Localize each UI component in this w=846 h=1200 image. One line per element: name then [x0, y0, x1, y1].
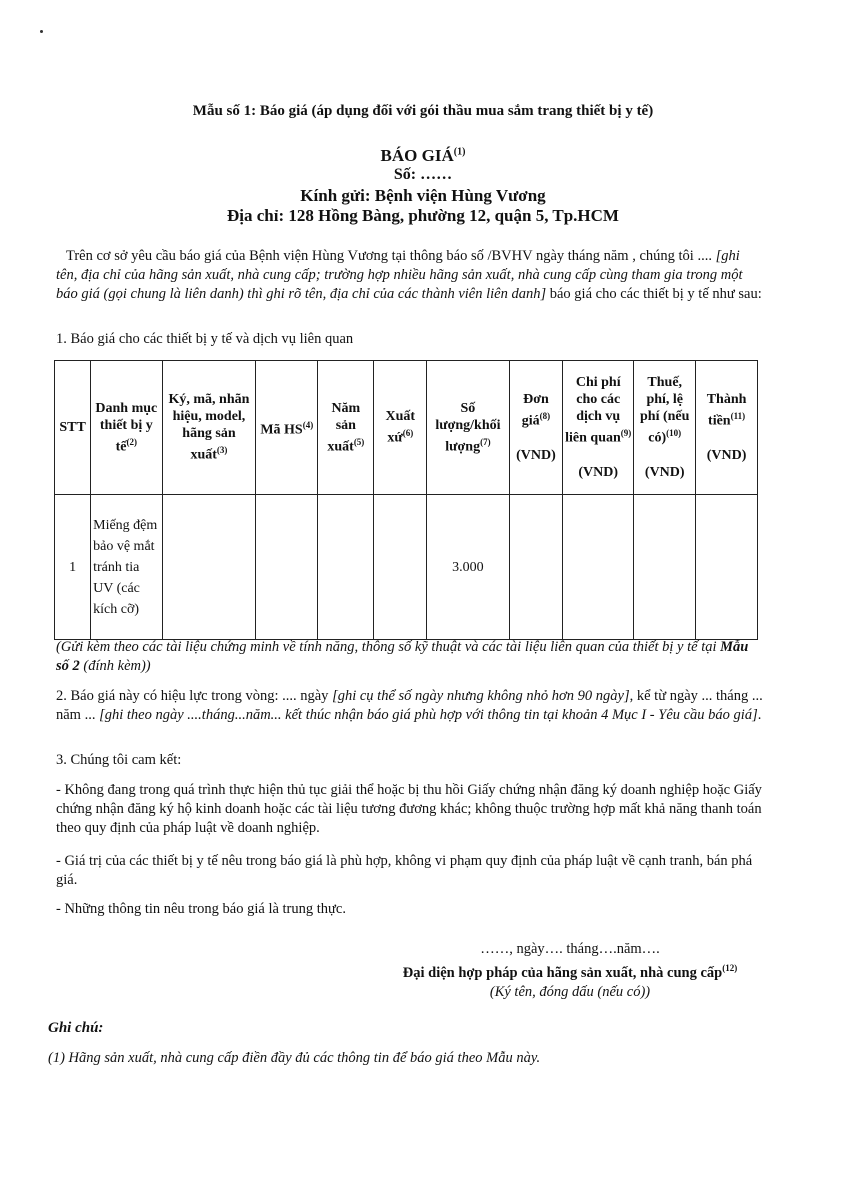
- cell-device-name: Miếng đệm bảo vệ mắt tránh tia UV (các kích cỡ): [91, 495, 162, 640]
- signature-role: Đại diện hợp pháp của hãng sản xuất, nhà cung cấp$^{(12)}$: [402, 963, 738, 981]
- col-header-brand: Ký, mã, nhãn hiệu, model, hãng sản xuất$^{(3)}$: [162, 361, 256, 495]
- signature-block: [400, 940, 740, 1002]
- col-header-stt: STT: [55, 361, 91, 495]
- section-3-heading: 3. Chúng tôi cam kết:: [56, 752, 182, 768]
- commitment-item: - Không đang trong quá trình thực hiện thủ tục giải thể hoặc bị thu hồi Giấy chứng nhận đăng ký doanh nghiệp hoặc Giấy chứng nhận đăng ký hộ kinh doanh hoặc các tài liệu tương đương khác; không thuộc trường hợp mất khả năng thanh toán theo quy định của pháp luật về doanh nghiệp.: [56, 782, 762, 836]
- recipient: Kính gửi: Bệnh viện Hùng Vương: [300, 186, 546, 205]
- cell-service-cost: [563, 495, 634, 640]
- attachment-note: (Gửi kèm theo các tài liệu chứng minh về tính năng, thông số kỹ thuật và các tài liệu liên quan của thiết bị y tế tại Mẫu số 2 (đính kèm)): [56, 639, 749, 674]
- cell-total: [696, 495, 758, 640]
- section-1-heading: 1. Báo giá cho các thiết bị y tế và dịch vụ liên quan: [56, 331, 354, 347]
- notes-heading: Ghi chú:: [48, 1020, 104, 1036]
- table-header-row: [55, 361, 758, 495]
- signature-date-line: ……, ngày…. tháng….năm….: [480, 941, 660, 957]
- col-header-year: Năm sản xuất$^{(5)}$: [318, 361, 374, 495]
- cell-year: [318, 495, 374, 640]
- document-number: Số: ……: [393, 166, 453, 183]
- col-header-device-list: Danh mục thiết bị y tế$^{(2)}$: [91, 361, 162, 495]
- cell-hs-code: [256, 495, 318, 640]
- cell-unit-price: [509, 495, 562, 640]
- intro-instruction: [ghi tên, địa chỉ của hãng sản xuất, nhà cung cấp; trường hợp nhiều hãng sản xuất, nhà cung cấp cùng tham gia trong một báo giá (gọi chung là liên danh) thì ghi rõ tên, địa chỉ của các thành viên liên danh]: [56, 248, 743, 302]
- table-row: [55, 495, 758, 640]
- cell-stt: 1: [55, 495, 91, 640]
- cell-quantity: 3.000: [427, 495, 510, 640]
- document-title: [0, 146, 846, 166]
- col-header-origin: Xuất xứ$^{(6)}$: [374, 361, 427, 495]
- form-title: Mẫu số 1: Báo giá (áp dụng đối với gói thầu mua sắm trang thiết bị y tế): [192, 103, 654, 119]
- form-2-reference: Mẫu số 2: [56, 639, 749, 674]
- col-header-hs-code: Mã HS$^{(4)}$: [256, 361, 318, 495]
- intro-text: Trên cơ sở yêu cầu báo giá của Bệnh viện Hùng Vương tại thông báo số /BVHV ngày tháng năm , chúng tôi ....: [66, 248, 716, 264]
- col-header-quantity: Số lượng/khối lượng$^{(7)}$: [427, 361, 510, 495]
- commitment-item: - Giá trị của các thiết bị y tế nêu trong báo giá là phù hợp, không vi phạm quy định của pháp luật về cạnh tranh, bán phá giá.: [56, 853, 753, 888]
- quote-table: [54, 360, 758, 640]
- note-item: (1) Hãng sản xuất, nhà cung cấp điền đầy đủ các thông tin để báo giá theo Mẫu này.: [48, 1050, 541, 1066]
- commitment-item: - Những thông tin nêu trong báo giá là trung thực.: [56, 901, 346, 917]
- document-title-text: BÁO GIÁ: [380, 146, 454, 165]
- col-header-service-cost: Chi phí cho các dịch vụ liên quan$^{(9)}$ (VND): [563, 361, 634, 495]
- cell-origin: [374, 495, 427, 640]
- intro-text-end: báo giá cho các thiết bị y tế như sau:: [546, 286, 762, 302]
- signature-hint: (Ký tên, đóng dấu (nếu có)): [489, 983, 651, 1000]
- footnote-ref: (1): [453, 146, 466, 158]
- cell-brand: [162, 495, 256, 640]
- col-header-tax: Thuế, phí, lệ phí (nếu có)$^{(10)}$ (VND): [634, 361, 696, 495]
- scan-mark: [40, 30, 43, 33]
- col-header-unit-price: Đơn giá$^{(8)}$ (VND): [509, 361, 562, 495]
- section-2-validity: 2. Báo giá này có hiệu lực trong vòng: .... ngày [ghi cụ thể số ngày nhưng không nhỏ hơn 90 ngày], kể từ ngày ... tháng ... năm ... [ghi theo ngày ....tháng...năm... kết thúc nhận báo giá phù hợp với thông tin tại khoản 4 Mục I - Yêu cầu báo giá].: [56, 688, 763, 723]
- recipient-address: Địa chỉ: 128 Hồng Bàng, phường 12, quận 5, Tp.HCM: [227, 206, 619, 225]
- cell-tax: [634, 495, 696, 640]
- col-header-total: Thành tiền$^{(11)}$ (VND): [696, 361, 758, 495]
- intro-paragraph: [56, 247, 764, 304]
